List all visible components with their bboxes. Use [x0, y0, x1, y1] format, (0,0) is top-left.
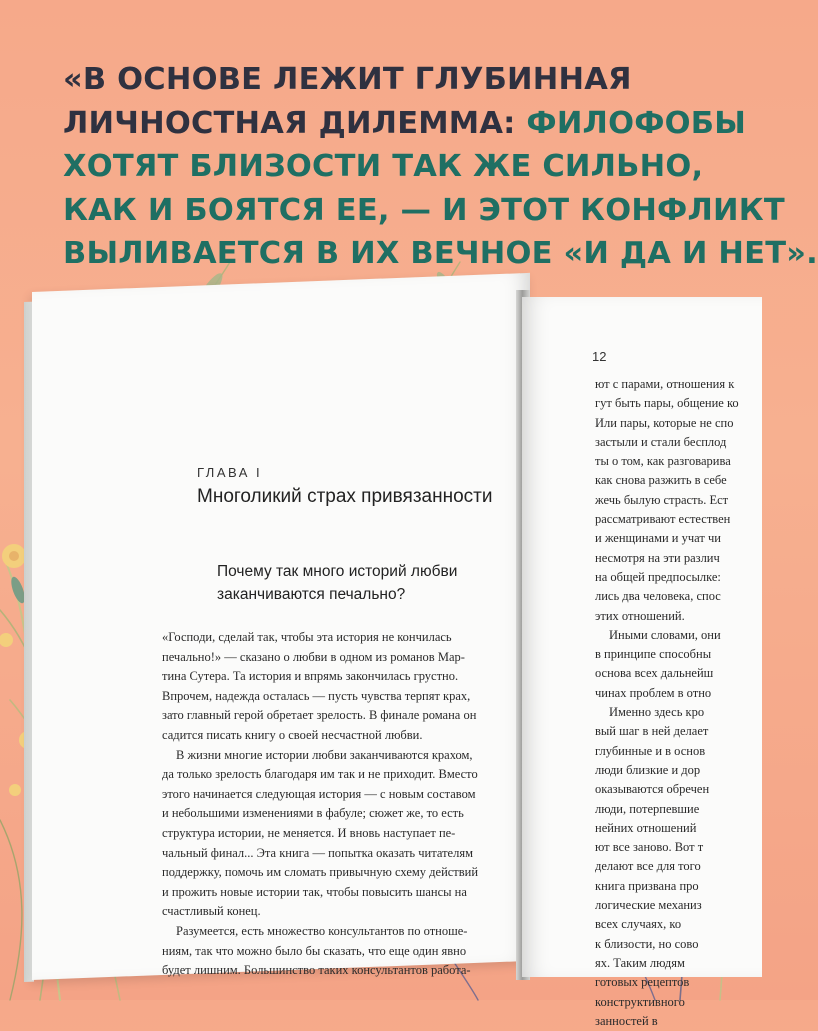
text-line: в принципе способны — [595, 647, 712, 662]
text-line: будет лишним. Большинство таких консультантов работа- — [162, 963, 471, 978]
text-line: жечь былую страсть. Ест — [595, 492, 729, 507]
text-line: логические механиз — [595, 898, 702, 913]
text-line: ют все заново. Вот т — [595, 840, 704, 855]
text-line: этих отношений. — [595, 608, 685, 623]
text-line: люди близкие и дор — [595, 762, 701, 777]
text-line: всех случаях, ко — [595, 917, 682, 932]
text-line: «Господи, сделай так, чтобы эта история не кончилась — [162, 630, 452, 644]
text-line: ях. Таким людям — [595, 955, 685, 970]
text-line: ют с парами, отношения к — [595, 377, 735, 391]
text-line: рассматривают естествен — [595, 512, 731, 527]
text-line: нейних отношений — [595, 820, 697, 835]
text-line: делают все для того — [595, 859, 701, 874]
quote-line-2-dark: ЛИЧНОСТНАЯ ДИЛЕММА: — [63, 105, 527, 141]
text-line: вый шаг в ней делает — [595, 724, 709, 739]
section-title-line-2: заканчиваются печально? — [217, 586, 406, 603]
text-line: застыли и стали бесплод — [595, 434, 727, 449]
text-line: садится писать книгу о своей несчастной любви. — [162, 727, 423, 742]
text-line: как снова разжить в себе — [595, 473, 727, 488]
text-line: готовых рецептов — [595, 975, 690, 990]
text-line: к близости, но сово — [595, 936, 699, 951]
text-line: да только зрелость благодаря им так и не приходит. Вместо — [162, 767, 478, 782]
text-line: Именно здесь кро — [609, 705, 705, 720]
text-line: занностей в — [595, 1013, 658, 1028]
text-line: печально!» — сказано о любви в одном из романов Мар- — [162, 649, 465, 664]
section-title-line-1: Почему так много историй любви — [217, 563, 458, 580]
text-line: глубинные и в основ — [595, 743, 706, 758]
text-line: зато главный герой обретает зрелость. В финале романа он — [162, 708, 477, 723]
text-line: книга призвана про — [595, 878, 699, 893]
text-line: ниям, так что можно было бы сказать, что еще один явно — [162, 943, 467, 958]
text-line: Или пары, которые не спо — [595, 415, 734, 430]
text-line: Иными словами, они — [609, 627, 721, 642]
text-line: конструктивного — [595, 994, 685, 1009]
text-line: ты о том, как разговарива — [595, 454, 731, 469]
text-line: Разумеется, есть множество консультантов по отноше- — [176, 923, 468, 938]
text-line: лись два человека, спос — [595, 589, 721, 604]
left-page — [32, 273, 530, 980]
text-line: этого начинается следующая история — с новым составом — [162, 786, 476, 801]
right-page-body-text — [595, 375, 765, 1031]
text-line: и небольшими изменениями в фабуле; сюжет же, то есть — [162, 806, 464, 821]
text-line: чальный финал... Эта книга — попытка оказать читателям — [162, 845, 473, 860]
text-line: на общей предпосылке: — [595, 569, 721, 584]
text-line: структура истории, не меняется. И вновь наступает пе- — [162, 825, 456, 840]
right-page — [522, 297, 762, 1028]
page-number: 12 — [592, 349, 607, 364]
text-line: поддержку, помочь им сломать привычную схему действий — [162, 865, 479, 880]
text-line: счастливый конец. — [162, 904, 261, 919]
headline-quote — [63, 58, 818, 276]
quote-line-4: КАК И БОЯТСЯ ЕЕ, — И ЭТОТ КОНФЛИКТ — [63, 192, 785, 228]
text-line: и прожить новые истории так, чтобы повысить шансы на — [162, 884, 467, 899]
left-page-body-text — [162, 628, 522, 981]
text-line: люди, потерпевшие — [595, 801, 700, 816]
text-line: Впрочем, надежда осталась — пусть чувства терпят крах, — [162, 688, 471, 703]
quote-line-5: ВЫЛИВАЕТСЯ В ИХ ВЕЧНОЕ «И ДА И НЕТ». — [63, 236, 818, 271]
quote-line-1: «В ОСНОВЕ ЛЕЖИТ ГЛУБИННАЯ — [63, 62, 632, 97]
chapter-label: ГЛАВА I — [197, 465, 263, 480]
text-line: В жизни многие истории любви заканчиваются крахом, — [176, 747, 473, 762]
text-line: и женщинами и учат чи — [595, 531, 721, 546]
text-line: гут быть пары, общение ко — [595, 396, 739, 411]
text-line: тина Сутера. Та история и впрямь закончилась грустно. — [162, 669, 459, 684]
text-line: оказываются обречен — [595, 782, 710, 797]
text-line: несмотря на эти различ — [595, 550, 720, 565]
text-line: основа всех дальнейш — [595, 666, 714, 681]
chapter-title: Многоликий страх привязанности — [197, 486, 493, 507]
quote-line-3: ХОТЯТ БЛИЗОСТИ ТАК ЖЕ СИЛЬНО, — [63, 149, 704, 184]
quote-line-2 — [63, 102, 747, 146]
quote-line-2-accent: ФИЛОФОБЫ — [526, 105, 747, 141]
section-title — [217, 560, 497, 606]
text-line: чинах проблем в отно — [595, 685, 712, 700]
